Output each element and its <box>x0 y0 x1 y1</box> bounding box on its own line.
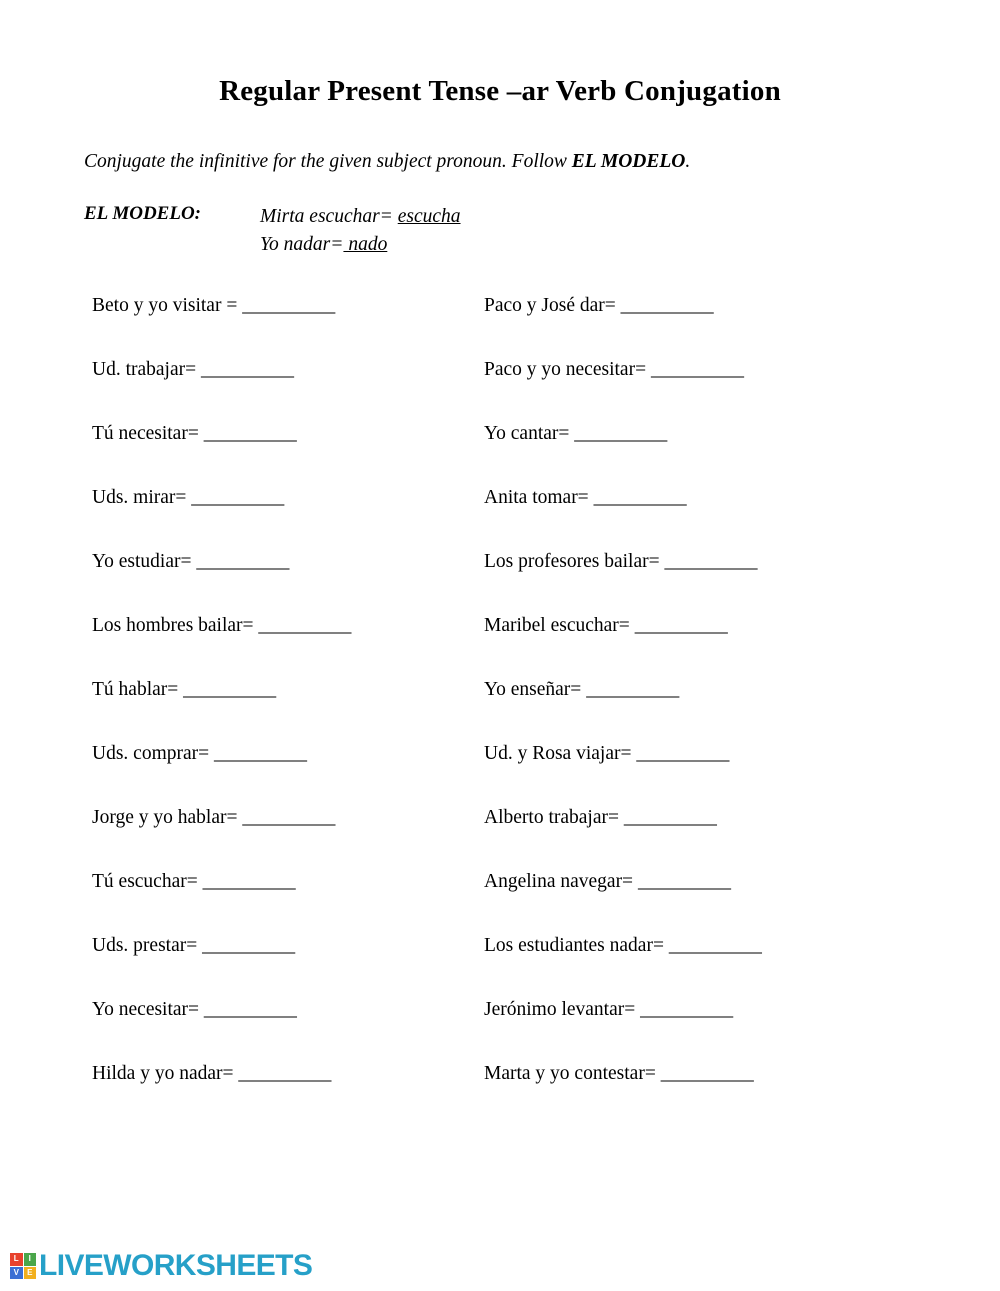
exercise-column-left <box>0 296 440 1128</box>
exercise-prompt: Alberto trabajar= <box>484 807 624 829</box>
modelo-example-1-prompt: Mirta escuchar= <box>260 206 398 227</box>
answer-blank[interactable]: __________ <box>668 935 762 957</box>
exercise-item[interactable] <box>92 424 440 444</box>
liveworksheets-wordmark: LIVEWORKSHEETS <box>39 1249 313 1282</box>
liveworksheets-mark-icon <box>10 1253 36 1279</box>
answer-blank[interactable]: __________ <box>634 615 728 637</box>
exercise-prompt: Ud. trabajar= <box>92 359 201 381</box>
answer-blank[interactable]: __________ <box>202 871 296 893</box>
exercise-prompt: Maribel escuchar= <box>484 615 635 637</box>
instructions-text <box>0 108 1000 173</box>
answer-blank[interactable]: __________ <box>637 871 731 893</box>
answer-blank[interactable]: __________ <box>574 423 667 445</box>
modelo-example-1 <box>260 203 461 231</box>
answer-blank[interactable]: __________ <box>242 807 335 829</box>
exercise-item[interactable] <box>484 360 980 380</box>
exercise-prompt: Tú escuchar= <box>92 871 203 893</box>
exercise-column-right <box>440 296 980 1128</box>
exercise-prompt: Angelina navegar= <box>484 871 638 893</box>
exercise-item[interactable] <box>484 488 980 508</box>
exercise-item[interactable] <box>484 808 980 828</box>
modelo-block <box>0 173 1000 258</box>
exercise-prompt: Los profesores bailar= <box>484 551 665 573</box>
exercise-item[interactable] <box>92 1000 440 1020</box>
exercise-item[interactable] <box>92 616 440 636</box>
instructions-prefix: Conjugate the infinitive for the given subject pronoun. Follow <box>84 151 572 172</box>
exercise-prompt: Paco y José dar= <box>484 295 621 317</box>
exercise-prompt: Los estudiantes nadar= <box>484 935 669 957</box>
exercise-item[interactable] <box>484 616 980 636</box>
modelo-example-2-answer: nado <box>343 233 388 255</box>
mark-letter-i: I <box>24 1253 37 1266</box>
exercise-item[interactable] <box>484 296 980 316</box>
answer-blank[interactable]: __________ <box>238 1063 331 1085</box>
answer-blank[interactable]: __________ <box>203 423 297 445</box>
exercise-prompt: Anita tomar= <box>484 487 594 509</box>
exercise-prompt: Yo cantar= <box>484 423 575 445</box>
answer-blank[interactable]: __________ <box>183 679 276 701</box>
exercise-item[interactable] <box>92 1064 440 1084</box>
exercise-prompt: Los hombres bailar= <box>92 615 259 637</box>
mark-letter-v: V <box>10 1267 23 1280</box>
exercise-prompt: Tú necesitar= <box>92 423 204 445</box>
answer-blank[interactable]: __________ <box>242 295 335 317</box>
instructions-suffix: . <box>685 151 691 172</box>
exercise-prompt: Uds. mirar= <box>92 487 192 509</box>
exercise-prompt: Uds. comprar= <box>92 743 215 765</box>
exercise-item[interactable] <box>92 360 440 380</box>
modelo-label: EL MODELO: <box>84 203 201 224</box>
exercise-prompt: Jerónimo levantar= <box>484 999 641 1021</box>
answer-blank[interactable]: __________ <box>196 551 289 573</box>
modelo-example-1-answer: escucha <box>397 206 461 227</box>
answer-blank[interactable]: __________ <box>201 359 294 381</box>
exercise-columns <box>0 258 1000 1128</box>
exercise-prompt: Ud. y Rosa viajar= <box>484 743 637 765</box>
answer-blank[interactable]: __________ <box>620 295 714 317</box>
exercise-prompt: Beto y yo visitar = <box>92 295 243 317</box>
answer-blank[interactable]: __________ <box>650 359 744 381</box>
answer-blank[interactable]: __________ <box>664 551 757 573</box>
answer-blank[interactable]: __________ <box>202 935 295 957</box>
exercise-prompt: Yo estudiar= <box>92 551 197 573</box>
exercise-item[interactable] <box>92 936 440 956</box>
liveworksheets-logo[interactable] <box>10 1249 312 1283</box>
exercise-prompt: Uds. prestar= <box>92 935 203 957</box>
exercise-item[interactable] <box>484 424 980 444</box>
answer-blank[interactable]: __________ <box>640 999 733 1021</box>
instructions-emphasis: EL MODELO <box>571 151 686 172</box>
exercise-prompt: Jorge y yo hablar= <box>92 807 243 829</box>
exercise-item[interactable] <box>484 744 980 764</box>
exercise-item[interactable] <box>484 872 980 892</box>
exercise-prompt: Tú hablar= <box>92 679 184 701</box>
modelo-examples <box>260 203 461 258</box>
exercise-item[interactable] <box>484 1000 980 1020</box>
exercise-item[interactable] <box>92 744 440 764</box>
exercise-item[interactable] <box>484 936 980 956</box>
exercise-prompt: Yo enseñar= <box>484 679 587 701</box>
exercise-item[interactable] <box>92 808 440 828</box>
page-title: Regular Present Tense –ar Verb Conjugation <box>219 75 781 107</box>
answer-blank[interactable]: __________ <box>203 999 297 1021</box>
answer-blank[interactable]: __________ <box>191 487 284 509</box>
answer-blank[interactable]: __________ <box>214 743 307 765</box>
modelo-example-2-prompt: Yo nadar= <box>260 233 344 255</box>
exercise-item[interactable] <box>484 552 980 572</box>
answer-blank[interactable]: __________ <box>593 487 687 509</box>
exercise-prompt: Hilda y yo nadar= <box>92 1063 239 1085</box>
answer-blank[interactable]: __________ <box>623 807 717 829</box>
exercise-item[interactable] <box>484 680 980 700</box>
answer-blank[interactable]: __________ <box>636 743 729 765</box>
exercise-item[interactable] <box>92 552 440 572</box>
answer-blank[interactable]: __________ <box>586 679 679 701</box>
exercise-item[interactable] <box>92 872 440 892</box>
modelo-example-2 <box>260 231 461 259</box>
mark-letter-l: L <box>10 1253 23 1266</box>
exercise-prompt: Yo necesitar= <box>92 999 204 1021</box>
exercise-item[interactable] <box>92 680 440 700</box>
exercise-prompt: Paco y yo necesitar= <box>484 359 651 381</box>
exercise-item[interactable] <box>92 296 440 316</box>
exercise-item[interactable] <box>92 488 440 508</box>
answer-blank[interactable]: __________ <box>258 615 351 637</box>
exercise-item[interactable] <box>484 1064 980 1084</box>
answer-blank[interactable]: __________ <box>660 1063 754 1085</box>
mark-letter-e: E <box>24 1267 37 1280</box>
exercise-prompt: Marta y yo contestar= <box>484 1063 661 1085</box>
